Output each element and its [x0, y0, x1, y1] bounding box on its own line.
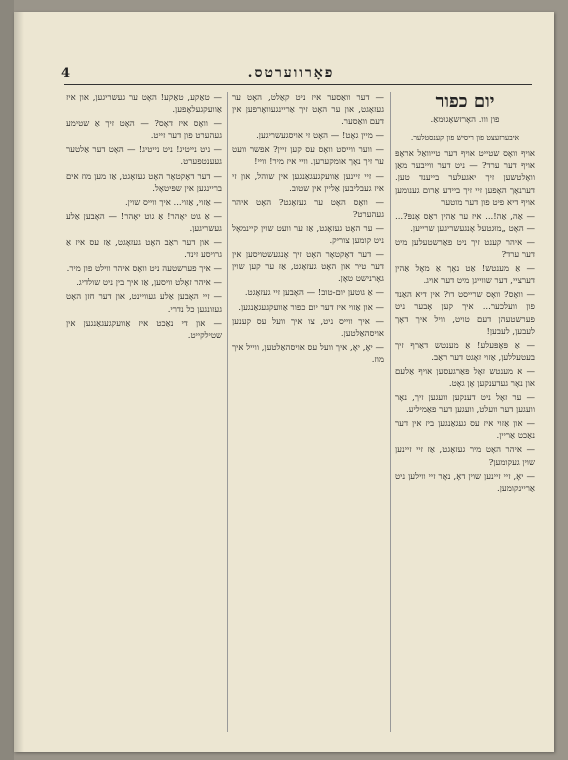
paragraph: — וואָס? וואָס שרייסט דו? אין דיא האַנד פון וועלכער... איך קען אָבער ניט פערשטעהן דעם טויט, וויל איך דאָך לעבען, לעבען!: [395, 290, 535, 337]
article-byline: פון ווו. האָרזשאָגוּמאַ.: [430, 115, 500, 126]
paragraph: — און אַזוי איז דער יום כפור אַוועקגעגאַנגען.: [238, 302, 384, 313]
paragraph: — דער וואַסער איז ניט קאַלט, האָט ער געזאָגט, און ער האָט זיך אַריינגעוואָרפען אין דעם וואַסער.: [232, 93, 384, 128]
paragraph: — א מענטש זאָל פּאַרגעסען אויף אַלעם און נאָר געדענקען אָן גאָט.: [395, 366, 535, 389]
paragraph: — טאַקע, טאַקע! האָט ער געשריגען, און איז אַוועקגעלאָפען.: [66, 93, 222, 116]
paragraph: — אַ פּאָפּעלע! אַ מענטש דאַרף זיך בעטעללען, אַזוי זאָגט דער ראַב.: [395, 340, 535, 363]
masthead-title: פאָרווערטס.: [247, 64, 335, 81]
paragraph: — איהר זאָלט וויסען, אַז איך בין ניט שולדיג.: [76, 278, 222, 289]
paragraph: — אַ גוט יאָהר! אַ גוט יאָהר! — האָבען אַלע געשריגען.: [66, 211, 222, 234]
paragraph: — דער דאָקטאָר האָט זיך אָנגעשטויסען אין דער טיר און האָט געזאָגט, אַז ער קען שוין גאָרנישט טאָן.: [232, 250, 384, 285]
paragraph: — ניט נייטיג! ניט נייטיג! — האָט דער אַלטער געענטפערט.: [66, 145, 222, 168]
paragraph: — און אַזוי איז עס געגאַנגען ביז אין דער נאַכט אַריין.: [395, 419, 535, 442]
column-divider: [227, 92, 228, 732]
paragraph: — וואָס איז דאָס? — האָט זיך אַ שטימע געהערט פון דער זייט.: [66, 119, 222, 142]
paragraph: — ווער ווייסט וואָס עס קען זיין? אפשר וועט ער זיך נאָך אומקערען. וויי איז מיר! וויי!: [232, 145, 384, 168]
paragraph: — אַה, אַה!... איז ער אַהין ראַס אָנפּ?... — האָט „מוּגטעל אָנגעשריגען שרייען.: [395, 211, 535, 234]
header-rule: [64, 84, 532, 85]
paragraph: — ער זאָל ניט דענקען וועגען זיך, נאָר וועגען דער וועלט, וועגען דער פאַמיליע.: [395, 393, 535, 416]
column-right: [395, 92, 535, 497]
page-number: 4: [60, 65, 70, 81]
paragraph: — ער האָט געזאָגט, אַז ער וועט שוין קיינמאָל ניט קומען צוריק.: [232, 223, 384, 247]
article-subhead: איבערזעצט פון ריסיש פון קענסטלער.: [410, 133, 520, 143]
column-middle: [232, 92, 384, 368]
paragraph: — וואָס האָט ער געזאָגט? האָט איהר געהערט?: [232, 197, 384, 220]
paragraph: — אַ גוטען יום-טוב! — האָבען זיי געזאָגט.: [244, 288, 384, 299]
paragraph: — איהר האָט מיר געזאָגט, אַז זיי זיינען שוין געקומען?: [395, 445, 535, 468]
paragraph: — מיין גאָט! — האָט זי אויסגעשריגען.: [256, 131, 384, 142]
paragraph: — איך ווייס ניט, צו איך וועל עס קענען אויסהאַלטען.: [232, 316, 384, 339]
paragraph: — איהר קענט זיך ניט פאַרשטעלען מיט דער ערד?: [395, 237, 535, 261]
paragraph: — יאָ, יאָ, איך וועל עס אויסהאַלטען, ווייל איך מוז.: [232, 342, 384, 365]
paragraph: אויף וואָס שטייט אויף דער טייוואַל אראָפּ אויף דער ערד? — ניט דער ווייבער מאַן וואָלטשען זיך יאגעלער בייענד טען. דערנאָך האָפען זיי זיך ביידע אַרום גענומען אויף דיא פיט פון דער מוטער: [395, 149, 535, 208]
paragraph: — אַזוי, אַזוי... איך ווייס שוין.: [124, 197, 222, 208]
paragraph: — זיי זיינען אַוועקגעגאַנגען אין שוהל, און זי איז געבליבען אַליין אין שטוב.: [232, 171, 384, 194]
paragraph: — זיי האָבען אַלע געוויינט, און דער חזן האָט געזונגען כל נדרי.: [66, 292, 222, 315]
paragraph: — און דער ראַב האָט געזאָגט, אַז עס איז אַ גרויסע זינד.: [66, 238, 222, 261]
paragraph: — און די נאַכט איז אַוועקגעגאַנגען אין שטילקייט.: [66, 318, 222, 341]
column-left: [66, 92, 222, 344]
article-title: יום כפור: [435, 91, 495, 112]
paragraph: — יאָ, זיי זיינען שוין דאָ, נאָר זיי ווילען ניט אַריינקומען.: [395, 471, 535, 494]
page-gutter-shadow: [14, 12, 24, 752]
paragraph: — אַ מענטש! אַט נאָך אַ מאָל אַהין דערציי, דער שווייגן מיט דער אויג.: [395, 264, 535, 287]
scanner-edge: [0, 0, 14, 760]
column-divider: [390, 92, 391, 732]
paragraph: — דער דאָקטאָר האָט געזאָגט, אַז מען מוז אים בריינגען אין שפּיטאָל.: [66, 171, 222, 194]
page-header: [50, 64, 532, 82]
paragraph: — איך פערשטעה ניט וואָס איהר ווילט פון מיר.: [66, 264, 222, 275]
